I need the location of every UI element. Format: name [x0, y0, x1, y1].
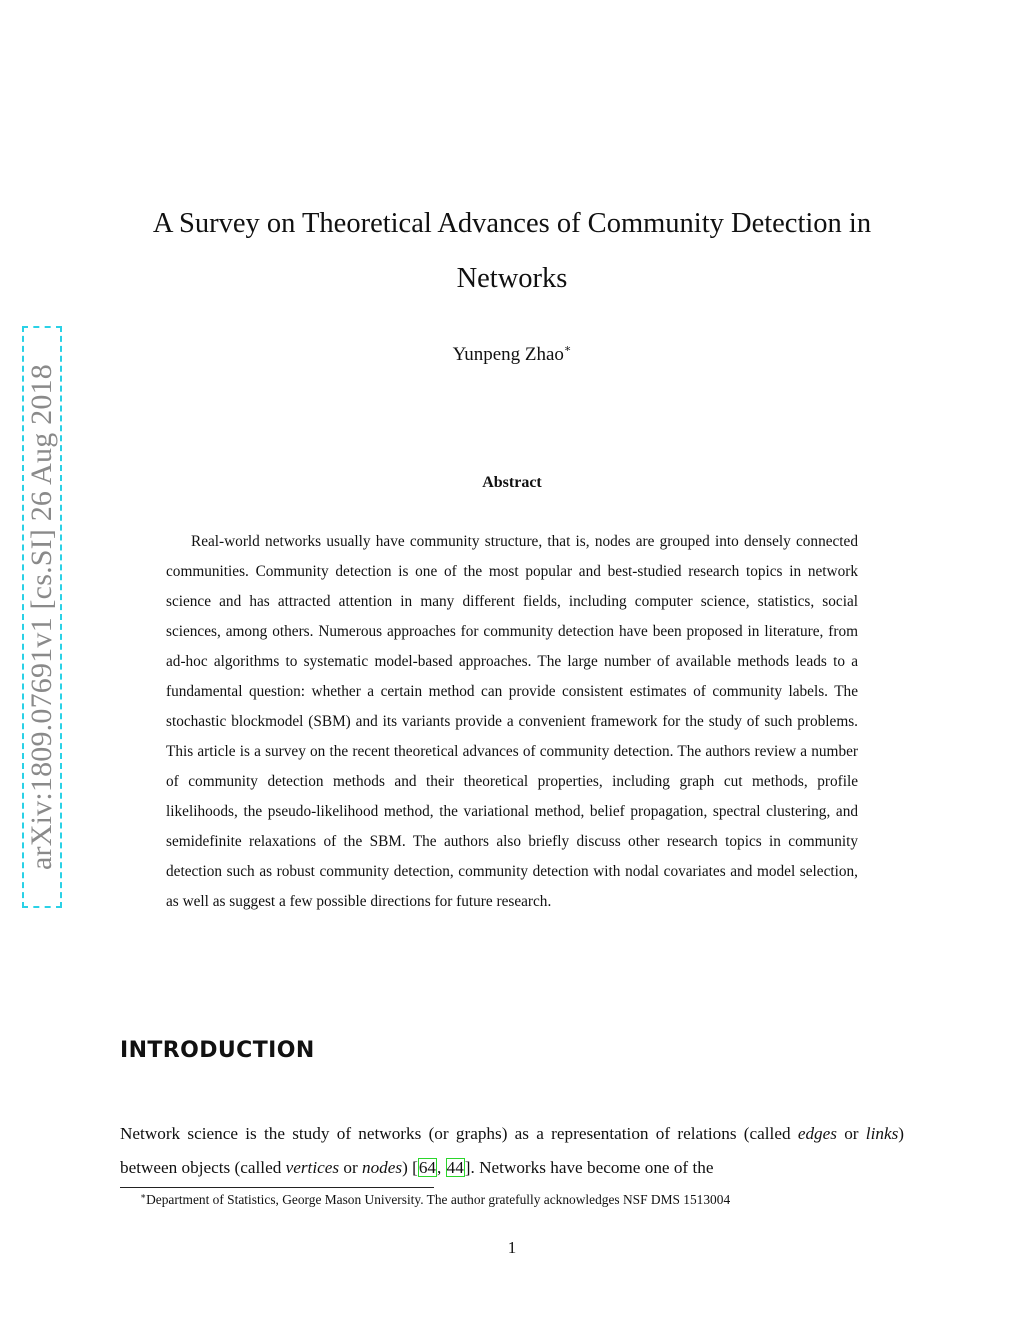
page-number: 1 — [507, 1238, 517, 1257]
author-footnote-mark[interactable]: ∗ — [563, 343, 572, 355]
intro-text-2: or — [836, 1124, 866, 1143]
abstract-text: Real-world networks usually have community structure, that is, nodes are grouped into densely connected communities. Community detection is one of the most popular and best-studied research topics in network science and has attracted attention in many different fields, including computer science, statistics, social sciences, among others. Numerous approaches for community detection have been proposed in literature, from ad-hoc algorithms to systematic model-based approaches. The large number of available methods leads to a fundamental question: whether a certain method can provide consistent estimates of community labels. The stochastic blockmodel (SBM) and its variants provide a convenient framework for the study of such problems. This article is a survey on the recent theoretical advances of community detection. The authors review a number of community detection methods and their theoretical properties, including graph cut methods, profile likelihoods, the pseudo-likelihood method, the variational method, belief propagation, spectral clustering, and semidefinite relaxations of the SBM. The authors also briefly discuss other research topics in community detection such as robust community detection, community detection with nodal covariates and model selection, as well as suggest a few possible directions for future research. — [166, 533, 858, 910]
intro-term-vertices: vertices — [285, 1158, 340, 1177]
arxiv-id: arXiv:1809.07691v1 [cs.SI] 26 Aug 2018 — [25, 364, 58, 870]
intro-text-1: Network science is the study of networks (or graphs) as a representation of relations (called — [120, 1124, 798, 1143]
citation-link-64[interactable]: 64 — [418, 1158, 437, 1177]
footnote — [140, 1191, 730, 1208]
intro-text-3: ) between objects (called — [120, 1124, 904, 1177]
intro-text-6: ]. Networks have become one of the — [464, 1158, 714, 1177]
paper-title: A Survey on Theoretical Advances of Community Detection in Networks — [152, 208, 872, 294]
author-name: Yunpeng Zhao — [452, 344, 564, 365]
footnote-mark: ∗ — [140, 1191, 147, 1201]
intro-term-nodes: nodes — [361, 1158, 403, 1177]
citation-separator: , — [437, 1158, 446, 1177]
citation-link-44[interactable]: 44 — [446, 1158, 464, 1177]
arxiv-stamp — [22, 326, 62, 908]
intro-term-edges: edges — [797, 1124, 837, 1143]
introduction-heading: INTRODUCTION — [120, 1038, 315, 1063]
intro-text-5: ) [ — [402, 1158, 418, 1177]
intro-term-links: links — [865, 1124, 899, 1143]
footnote-text: Department of Statistics, George Mason University. The author gratefully acknowledges NSF DMS 1513004 — [146, 1192, 731, 1207]
intro-text-4: or — [339, 1158, 362, 1177]
footnote-rule — [120, 1187, 434, 1188]
abstract-heading: Abstract — [482, 474, 542, 491]
introduction-paragraph — [120, 1117, 904, 1185]
author-line — [0, 342, 1024, 366]
